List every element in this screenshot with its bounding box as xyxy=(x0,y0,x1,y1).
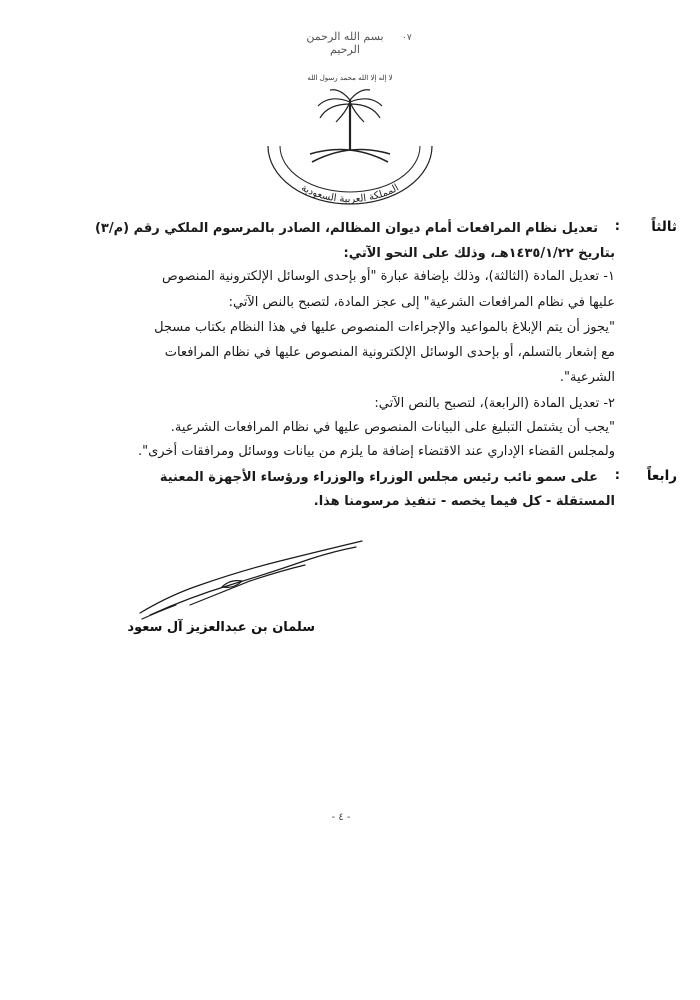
section-third-line-2: بتاريخ ١٤٣٥/١/٢٢هـ، وذلك على النحو الآتي: xyxy=(343,246,615,261)
saudi-emblem-icon xyxy=(250,58,450,208)
section-third-line-10: ولمجلس القضاء الإداري عند الاقتضاء إضافة ما يلزم من بيانات ووسائل ومرافقات أخرى". xyxy=(137,444,615,459)
section-third-line-5: "يجوز أن يتم الإبلاغ بالمواعيد والإجراءات المنصوص عليها في هذا النظام بكتاب مسجل xyxy=(154,320,615,335)
page-marker: ٠٧ xyxy=(402,33,412,43)
section-third-line-4: عليها في نظام المرافعات الشرعية" إلى عجز المادة، لتصبح بالنص الآتي: xyxy=(228,295,615,310)
section-third-line-1: تعديل نظام المرافعات أمام ديوان المظالم، الصادر بالمرسوم الملكي رقم (م/٣) xyxy=(94,221,598,236)
section-third-colon: : xyxy=(614,219,620,234)
emblem-motto: لا إله إلا الله محمد رسول الله xyxy=(307,74,393,82)
section-fourth-line-1: على سمو نائب رئيس مجلس الوزراء والوزراء ورؤساء الأجهزة المعنية xyxy=(159,470,598,485)
handwritten-signature xyxy=(130,535,370,630)
section-third-line-3: ١- تعديل المادة (الثالثة)، وذلك بإضافة عبارة "أو بإحدى الوسائل الإلكترونية المنصوص xyxy=(162,269,615,284)
section-third-line-8: ٢- تعديل المادة (الرابعة)، لتصبح بالنص الآتي: xyxy=(374,396,615,411)
section-fourth-colon: : xyxy=(614,468,620,483)
page-number: - ٤ - xyxy=(331,812,351,823)
signatory-name: سلمان بن عبدالعزيز آل سعود xyxy=(127,620,315,635)
section-fourth-line-2: المستقلة - كل فيما يخصه - تنفيذ مرسومنا هذا. xyxy=(313,494,615,509)
section-third-line-6: مع إشعار بالتسلم، أو بإحدى الوسائل الإلكترونية المنصوص عليها في نظام المرافعات xyxy=(164,345,615,360)
section-third-line-9: "يجب أن يشتمل التبليغ على البيانات المنصوص عليها في نظام المرافعات الشرعية. xyxy=(170,420,615,435)
section-third-label: ثالثاً xyxy=(651,219,677,235)
basmala: بسم الله الرحمن الرحيم xyxy=(306,30,384,56)
section-third-line-7: الشرعية". xyxy=(559,370,615,385)
section-fourth-label: رابعاً xyxy=(646,468,677,484)
emblem-arc-text: المملكة العربية السعودية xyxy=(299,182,401,206)
